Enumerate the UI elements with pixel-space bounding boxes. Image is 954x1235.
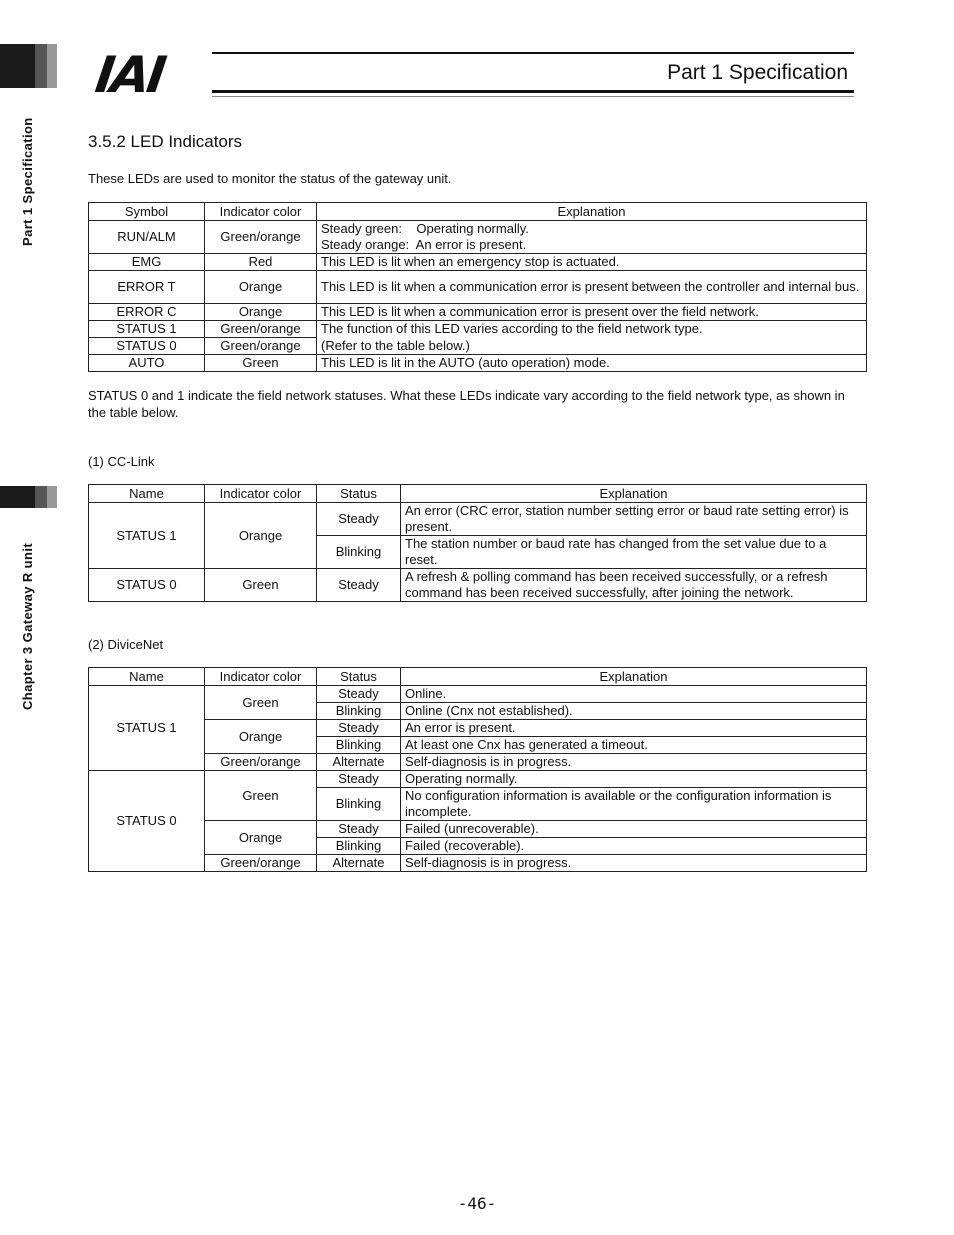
header-rule-shadow bbox=[212, 96, 854, 97]
color-cell: Green/orange bbox=[205, 338, 317, 355]
status-cell: Blinking bbox=[317, 737, 401, 754]
header-cell: Status bbox=[317, 485, 401, 503]
table-row bbox=[89, 355, 867, 372]
color-cell: Orange bbox=[205, 720, 317, 754]
color-cell: Orange bbox=[205, 503, 317, 569]
status-cell: Steady bbox=[317, 686, 401, 703]
color-cell: Green bbox=[205, 355, 317, 372]
explanation-cell: Operating normally. bbox=[401, 771, 867, 788]
symbol-cell: STATUS 1 bbox=[89, 321, 205, 338]
explanation-cell: At least one Cnx has generated a timeout. bbox=[401, 737, 867, 754]
status-cell: Blinking bbox=[317, 788, 401, 821]
symbol-cell: RUN/ALM bbox=[89, 221, 205, 254]
symbol-cell: ERROR C bbox=[89, 304, 205, 321]
part-side-label: Part 1 Specification bbox=[20, 117, 35, 246]
explanation-cell: (Refer to the table below.) bbox=[317, 338, 867, 355]
explanation-line: Steady orange: An error is present. bbox=[321, 237, 527, 252]
explanation-cell: Self-diagnosis is in progress. bbox=[401, 855, 867, 872]
header-cell: Status bbox=[317, 668, 401, 686]
header-cell: Explanation bbox=[401, 668, 867, 686]
header-rule-top bbox=[212, 52, 854, 54]
explanation-cell: An error is present. bbox=[401, 720, 867, 737]
header-cell: Explanation bbox=[401, 485, 867, 503]
table-row bbox=[89, 720, 867, 737]
name-cell: STATUS 1 bbox=[89, 686, 205, 771]
explanation-cell: The function of this LED varies according to the field network type. bbox=[317, 321, 867, 338]
page-number: -46- bbox=[457, 1194, 497, 1213]
status-cell: Steady bbox=[317, 720, 401, 737]
explanation-cell: The station number or baud rate has changed from the set value due to a reset. bbox=[401, 536, 867, 569]
status-cell: Steady bbox=[317, 771, 401, 788]
devicenet-table bbox=[88, 667, 867, 872]
explanation-cell: Failed (unrecoverable). bbox=[401, 821, 867, 838]
table-row bbox=[89, 569, 867, 602]
table-header-row bbox=[89, 668, 867, 686]
explanation-cell: An error (CRC error, station number setting error or baud rate setting error) is present. bbox=[401, 503, 867, 536]
header-cell: Name bbox=[89, 668, 205, 686]
color-cell: Green/orange bbox=[205, 221, 317, 254]
explanation-cell: Online. bbox=[401, 686, 867, 703]
explanation-cell: This LED is lit when a communication error is present between the controller and internal bus. bbox=[317, 271, 867, 304]
status-cell: Blinking bbox=[317, 536, 401, 569]
symbol-cell: STATUS 0 bbox=[89, 338, 205, 355]
table-row bbox=[89, 855, 867, 872]
led-table bbox=[88, 202, 867, 372]
explanation-cell: This LED is lit when a communication error is present over the field network. bbox=[317, 304, 867, 321]
iai-logo: IAI bbox=[91, 46, 167, 104]
explanation-cell: Online (Cnx not established). bbox=[401, 703, 867, 720]
color-cell: Green bbox=[205, 686, 317, 720]
name-cell: STATUS 1 bbox=[89, 503, 205, 569]
explanation-cell: A refresh & polling command has been received successfully, or a refresh command has been received successfully, after joining the network. bbox=[401, 569, 867, 602]
header-cell: Name bbox=[89, 485, 205, 503]
chapter-side-label: Chapter 3 Gateway R unit bbox=[20, 542, 35, 710]
table-row bbox=[89, 271, 867, 304]
table-row bbox=[89, 821, 867, 838]
table-header-row bbox=[89, 485, 867, 503]
explanation-cell: Self-diagnosis is in progress. bbox=[401, 754, 867, 771]
table-row bbox=[89, 503, 867, 536]
devicenet-caption: (2) DiviceNet bbox=[88, 637, 164, 652]
status-cell: Steady bbox=[317, 569, 401, 602]
part-title: Part 1 Specification bbox=[667, 61, 848, 84]
name-cell: STATUS 0 bbox=[89, 771, 205, 872]
explanation-cell: This LED is lit when an emergency stop is actuated. bbox=[317, 254, 867, 271]
table-row bbox=[89, 754, 867, 771]
color-cell: Green/orange bbox=[205, 754, 317, 771]
header-cell: Explanation bbox=[317, 203, 867, 221]
header-cell: Indicator color bbox=[205, 203, 317, 221]
color-cell: Orange bbox=[205, 304, 317, 321]
explanation-cell: This LED is lit in the AUTO (auto operation) mode. bbox=[317, 355, 867, 372]
table-row bbox=[89, 686, 867, 703]
status-cell: Steady bbox=[317, 503, 401, 536]
explanation-line: Steady green: Operating normally. bbox=[321, 221, 529, 236]
section-heading: 3.5.2 LED Indicators bbox=[88, 132, 243, 151]
header-rule-bottom bbox=[212, 90, 854, 93]
color-cell: Green/orange bbox=[205, 855, 317, 872]
table-row bbox=[89, 304, 867, 321]
symbol-cell: ERROR T bbox=[89, 271, 205, 304]
color-cell: Green/orange bbox=[205, 321, 317, 338]
explanation-cell: No configuration information is available or the configuration information is incomplete. bbox=[401, 788, 867, 821]
table-header-row bbox=[89, 203, 867, 221]
header-cell: Symbol bbox=[89, 203, 205, 221]
header-cell: Indicator color bbox=[205, 668, 317, 686]
color-cell: Green bbox=[205, 771, 317, 821]
color-cell: Red bbox=[205, 254, 317, 271]
intro-text: These LEDs are used to monitor the status of the gateway unit. bbox=[88, 171, 452, 186]
table-row bbox=[89, 771, 867, 788]
status-cell: Alternate bbox=[317, 855, 401, 872]
status-cell: Blinking bbox=[317, 838, 401, 855]
table-row bbox=[89, 321, 867, 338]
name-cell: STATUS 0 bbox=[89, 569, 205, 602]
color-cell: Orange bbox=[205, 271, 317, 304]
color-cell: Orange bbox=[205, 821, 317, 855]
cclink-table bbox=[88, 484, 867, 602]
symbol-cell: AUTO bbox=[89, 355, 205, 372]
explanation-cell bbox=[317, 221, 867, 254]
cclink-caption: (1) CC-Link bbox=[88, 454, 155, 469]
table-row bbox=[89, 338, 867, 355]
explanation-cell: Failed (recoverable). bbox=[401, 838, 867, 855]
table-row bbox=[89, 254, 867, 271]
status-note: STATUS 0 and 1 indicate the field network statuses. What these LEDs indicate vary according to the field network type, as shown in the table below. bbox=[88, 388, 845, 420]
status-cell: Alternate bbox=[317, 754, 401, 771]
status-cell: Steady bbox=[317, 821, 401, 838]
color-cell: Green bbox=[205, 569, 317, 602]
symbol-cell: EMG bbox=[89, 254, 205, 271]
header-cell: Indicator color bbox=[205, 485, 317, 503]
status-cell: Blinking bbox=[317, 703, 401, 720]
table-row bbox=[89, 221, 867, 254]
